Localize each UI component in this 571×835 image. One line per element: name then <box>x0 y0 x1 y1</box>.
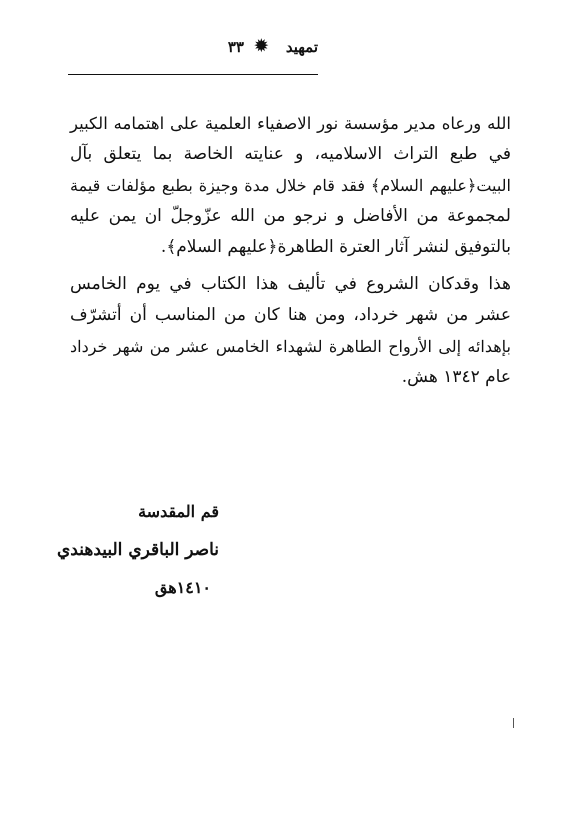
text-line: بالتوفيق لنشر آثار العترة الطاهرة﴿عليهم السلام﴾. <box>160 237 511 257</box>
signature-place: قم المقدسة <box>138 502 219 521</box>
text-line: بإهدائه إلى الأرواح الطاهرة لشهداء الخامس عشر من شهر خرداد <box>70 337 511 356</box>
text-line: الله ورعاه مدير مؤسسة نور الاصفياء العلمية على اهتمامه الكبير <box>70 114 511 133</box>
margin-mark <box>513 718 514 728</box>
signature-block <box>57 493 219 607</box>
paragraph-2 <box>70 269 511 393</box>
page-number: ٣٣ <box>227 38 244 56</box>
text-line: في طبع التراث الاسلاميه، و عنايته الخاصة بما يتعلق بآل <box>70 144 511 164</box>
body-text <box>70 108 511 393</box>
header-title: تمهيد <box>285 38 318 56</box>
text-line: البيت﴿عليهم السلام﴾ فقد قام خلال مدة وجيزة بطبع مؤلفات قيمة <box>70 176 511 195</box>
text-line: لمجموعة من الأفاضل و نرجو من الله عزّوجلّ ان يمن عليه <box>70 206 511 226</box>
text-line: عشر من شهر خرداد، ومن هنا كان من المناسب أن أتشرّف <box>70 305 511 325</box>
text-line: عام ١٣٤٢ هش. <box>401 367 511 387</box>
page-header <box>68 36 318 76</box>
star-ornament-icon: ✹ <box>254 36 268 55</box>
signature-name: ناصر الباقري البيدهندي <box>57 540 219 560</box>
text-line: هذا وقدكان الشروع في تأليف هذا الكتاب في يوم الخامس <box>70 274 511 294</box>
paragraph-1 <box>70 108 511 263</box>
header-rule <box>68 74 318 75</box>
signature-date: ١٤١٠هق <box>154 578 211 597</box>
